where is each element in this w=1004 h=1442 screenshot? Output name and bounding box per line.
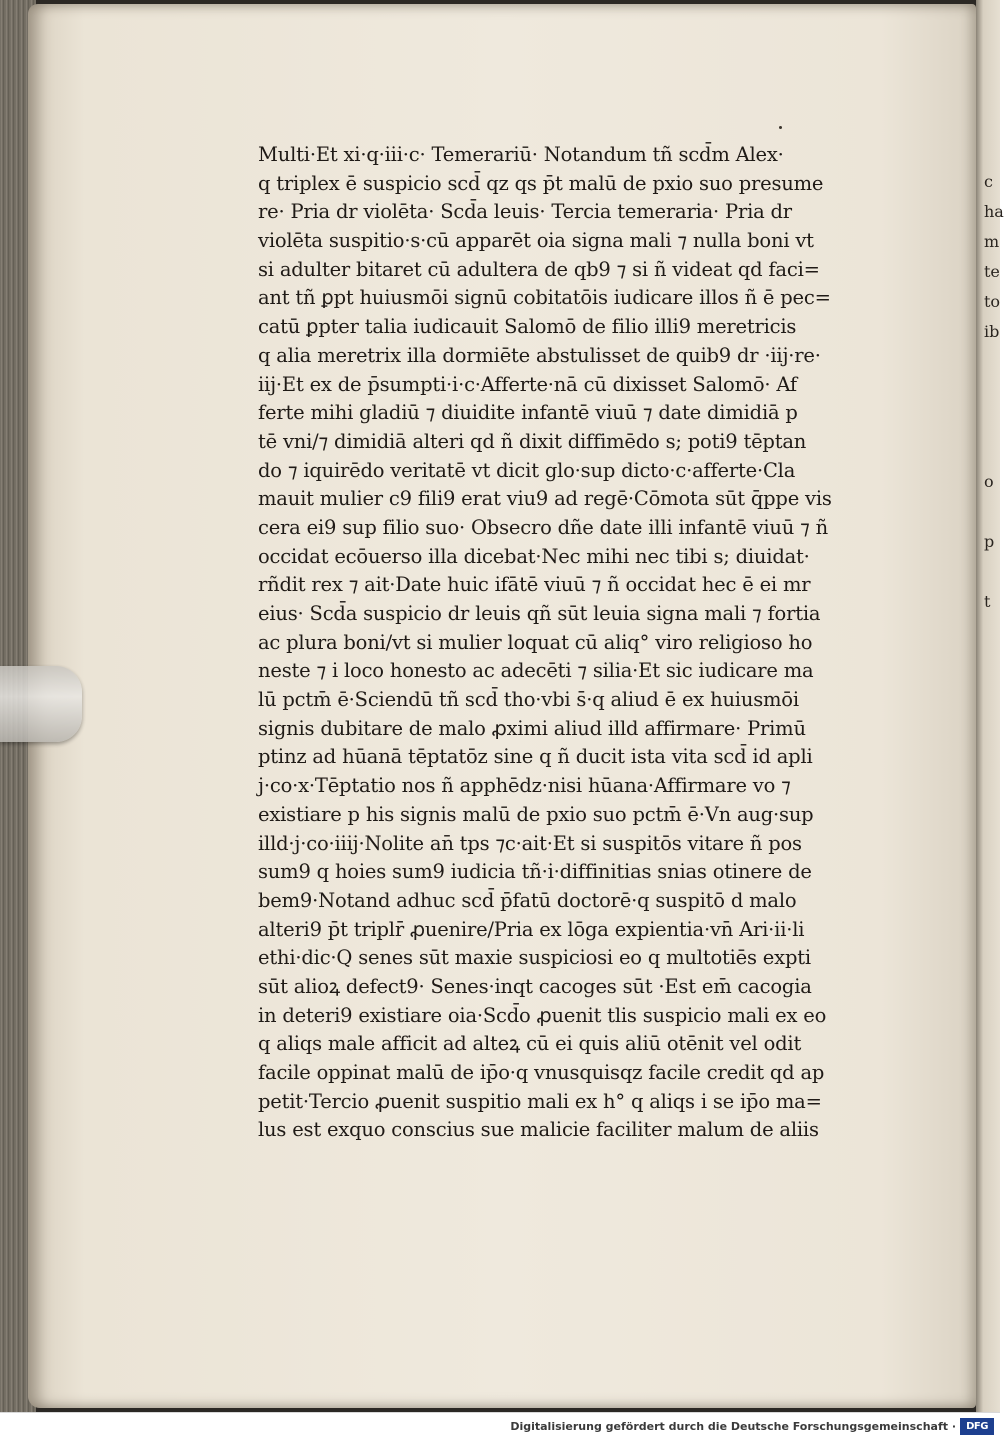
- facing-page-fragment: te: [984, 262, 1000, 281]
- text-line: iij·Et ex de p̄sumpti·i·c·Afferte·nā cū dixisset Salomō· Af: [258, 372, 797, 396]
- text-line: tē vni/⁊ dimidiā alteri qd ñ dixit diffimēdo s; poti9 tēptan: [258, 429, 807, 453]
- text-line: do ⁊ iquirēdo veritatē vt dicit glo·sup dicto·c·afferte·Cla: [258, 458, 796, 482]
- text-line: q aliqs male afficit ad alteꝝ cū ei quis aliū otēnit vel odit: [258, 1032, 802, 1056]
- text-line: sum9 q hoies sum9 iudicia tñ·i·diffinitias snias otinere de: [258, 860, 812, 884]
- text-block: [258, 141, 858, 1145]
- text-line: alteri9 p̄t triplr̄ ꝓuenire/Pria ex lōga expientia·vn̄ Ari·ii·li: [258, 917, 805, 941]
- facing-page-fragment: to: [984, 292, 1001, 311]
- text-line: ptinz ad hūanā tēptatōz sine q ñ ducit ista vita scd̄ id apli: [258, 745, 813, 769]
- facing-page-fragment: ha: [984, 202, 1004, 221]
- text-line: signis dubitare de malo ꝓximi aliud illd affirmare· Primū: [258, 716, 806, 740]
- text-line: q alia meretrix illa dormiēte abstulisset de quib9 dr ·iij·re·: [258, 343, 821, 367]
- text-line: illd·j·co·iiij·Nolite an̄ tps ⁊c·ait·Et si suspitōs vitare ñ pos: [258, 831, 802, 855]
- text-line: petit·Tercio ꝓuenit suspitio mali ex h° q aliqs i se ip̄o ma=: [258, 1089, 822, 1113]
- text-line: bem9·Notand adhuc scd̄ p̄fatū doctorē·q suspitō d malo: [258, 888, 797, 912]
- text-line: cera ei9 sup filio suo· Obsecro dñe date illi infantē viuū ⁊ ñ: [258, 515, 829, 539]
- facing-page-fragment: c: [984, 172, 993, 191]
- text-line: j·co·x·Tēptatio nos ñ apphēdz·nisi hūana·Affirmare vo ⁊: [258, 774, 791, 798]
- text-line: re· Pria dr violēta· Scd̄a leuis· Tercia temeraria· Pria dr: [258, 200, 792, 224]
- text-line: ferte mihi gladiū ⁊ diuidite infantē viuū ⁊ date dimidiā p: [258, 401, 798, 425]
- dfg-logo: DFG: [960, 1418, 994, 1435]
- text-line: neste ⁊ i loco honesto ac adecēti ⁊ silia·Et sic iudicare ma: [258, 659, 814, 683]
- footer-bar: [0, 1412, 1000, 1442]
- facing-page-edge: [976, 0, 1004, 1412]
- facing-page-fragment: t: [984, 592, 991, 611]
- text-line: eius· Scd̄a suspicio dr leuis qñ sūt leuia signa mali ⁊ fortia: [258, 602, 821, 625]
- text-line: lus est exquo conscius sue malicie faciliter malum de aliis: [258, 1118, 819, 1142]
- text-line: ethi·dic·Q senes sūt maxie suspiciosi eo q multotiēs expti: [258, 946, 811, 970]
- text-line: existiare p his signis malū de pxio suo pctm̄ ē·Vn aug·sup: [258, 802, 814, 826]
- page-clip: [0, 666, 82, 742]
- text-line: Multi·Et xi·q·iii·c· Temerariū· Notandum tñ scd̄m Alex·: [258, 143, 784, 166]
- text-line: ant tñ ꝑpt huiusmōi signū cobitatōis iudicare illos ñ ē pec=: [258, 286, 831, 310]
- text-line: si adulter bitaret cū adultera de qb9 ⁊ si ñ videat qd faci=: [258, 257, 820, 281]
- text-line: lū pctm̄ ē·Sciendū tñ scd̄ tho·vbi s̄·q aliud ē ex huiusmōi: [258, 688, 799, 712]
- text-line: in deteri9 existiare oia·Scd̄o ꝓuenit tlis suspicio mali ex eo: [258, 1003, 827, 1027]
- text-line: facile oppinat malū de ip̄o·q vnusquisqz facile credit qd ap: [258, 1061, 825, 1084]
- text-line: rñdit rex ⁊ ait·Date huic ifātē viuū ⁊ ñ occidat hec ē ei mr: [258, 573, 811, 597]
- text-line: q triplex ē suspicio scd̄ qz qs p̄t malū de pxio suo presume: [258, 171, 824, 195]
- funding-credit: Digitalisierung gefördert durch die Deutsche Forschungsgemeinschaft ·: [510, 1420, 956, 1433]
- facing-page-fragment: p: [984, 532, 995, 551]
- facing-page-fragment: m: [984, 232, 1000, 251]
- facing-page-fragment: o: [984, 472, 994, 491]
- text-line: violēta suspitio·s·cū apparēt oia signa mali ⁊ nulla boni vt: [258, 229, 814, 253]
- text-line: ac plura boni/vt si mulier loquat cū aliq° viro religioso ho: [258, 630, 813, 654]
- text-line: catū ꝑpter talia iudicauit Salomō de filio illi9 meretricis: [258, 315, 797, 339]
- facing-page-fragment: ib: [984, 322, 1000, 341]
- page-mark-dot: [779, 126, 782, 129]
- text-line: mauit mulier c9 fili9 erat viu9 ad regē·Cōmota sūt q̄ppe vis: [258, 487, 832, 511]
- text-line: occidat ecōuerso illa dicebat·Nec mihi nec tibi s; diuidat·: [258, 544, 810, 568]
- text-line: sūt alioꝝ defect9· Senes·inqt cacoges sūt ·Est em̄ cacogia: [258, 974, 812, 998]
